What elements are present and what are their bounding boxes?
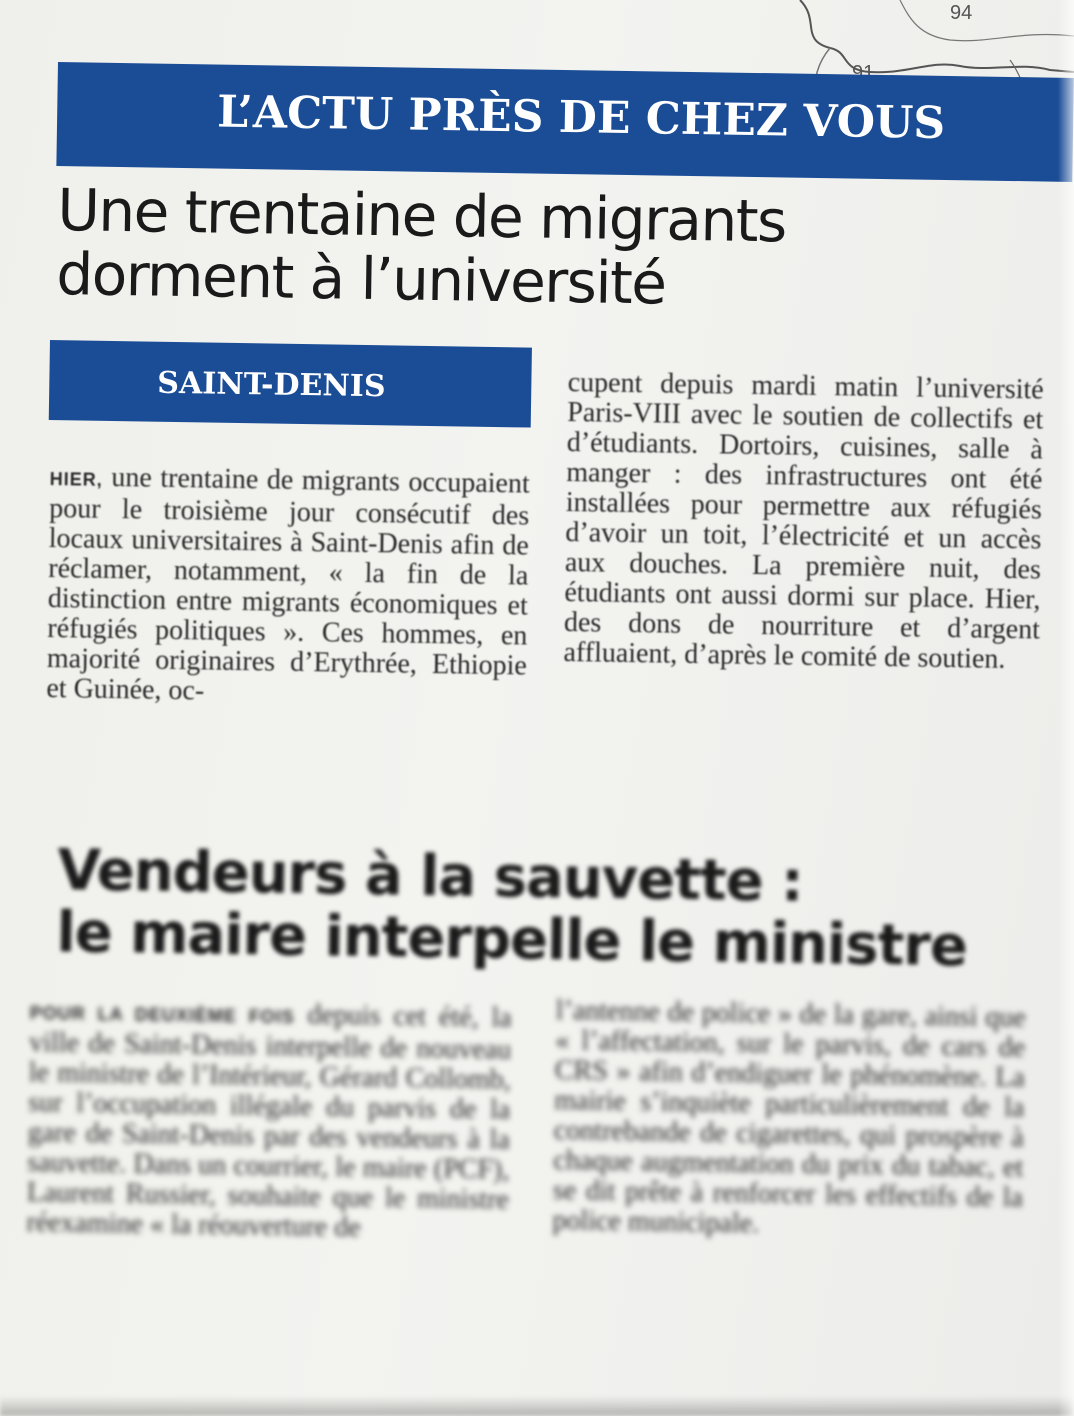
article1-headline-line2: dorment à l’université bbox=[55, 239, 666, 318]
article1-headline-line1: Une trentaine de migrants bbox=[56, 176, 787, 256]
location-banner bbox=[49, 340, 532, 428]
article1-right-text: cupent depuis mardi matin l’université Paris-VIII avec le soutien de collectifs et d’étudiants. Dortoirs, cuisines, salle à manger : des infrastructures ont été installées pour permettre aux réfugiés d’avoir un toit, l’électricité et un accès aux douches. La première nuit, des étudiants ont aussi dormi sur place. Hier, des dons de nourriture et d’argent affluaient, d’après le comité de soutien. bbox=[563, 367, 1044, 675]
article2-headline bbox=[56, 840, 968, 978]
article2-body-right bbox=[552, 996, 1026, 1243]
section-banner bbox=[56, 62, 1074, 182]
article2-headline-line2: le maire interpelle le ministre bbox=[56, 899, 968, 980]
article2-headline-line1: Vendeurs à la sauvette : bbox=[57, 838, 804, 915]
article2-right-text: l’antenne de police » de la gare, ainsi que « l’affectation, sur le parvis, de cars de CRS » afin d’endiguer le phénomène. La mairie s’inquiète particulièrement de la contrebande de cigarettes, qui prospère à chaque augmentation du prix du tabac, et se dit prête à renforcer les effectifs de la police municipale. bbox=[552, 995, 1026, 1240]
article2-body-left bbox=[26, 996, 512, 1246]
article1-left-text: une trentaine de migrants occupaient pour le troisième jour consécutif des locaux universitaires à Saint-Denis afin de réclamer, notamment, « la fin de la distinction entre migrants économiques et réfugiés politiques ». Ces hommes, en majorité originaires d’Erythrée, Ethiopie et Guinée, oc- bbox=[46, 461, 530, 707]
map-label-91: 91 bbox=[852, 62, 875, 84]
location-label: SAINT-DENIS bbox=[157, 365, 386, 405]
article1-lead: HIER, bbox=[49, 468, 103, 490]
article1-headline bbox=[56, 178, 786, 317]
article1-body-right bbox=[563, 368, 1044, 675]
section-banner-title: L’ACTU PRÈS DE CHEZ VOUS bbox=[216, 86, 946, 149]
article2-left-text: depuis cet été, la ville de Saint-Denis interpelle de nouveau le ministre de l’Intérieur, Gérard Collomb, sur l’occupation illégale du parvis de la gare de Saint-Denis par des vendeurs à la sauvette. Dans un courrier, le maire (PCF), Laurent Russier, souhaite que le ministre réexamine « la réouverture de bbox=[26, 999, 512, 1244]
right-edge-glare bbox=[1058, 0, 1074, 1416]
map-label-94: 94 bbox=[950, 2, 973, 24]
article1-body-left bbox=[46, 462, 530, 712]
bottom-edge-shadow bbox=[0, 1396, 1074, 1416]
article2-lead: POUR LA DEUXIÈME FOIS bbox=[29, 1002, 295, 1028]
